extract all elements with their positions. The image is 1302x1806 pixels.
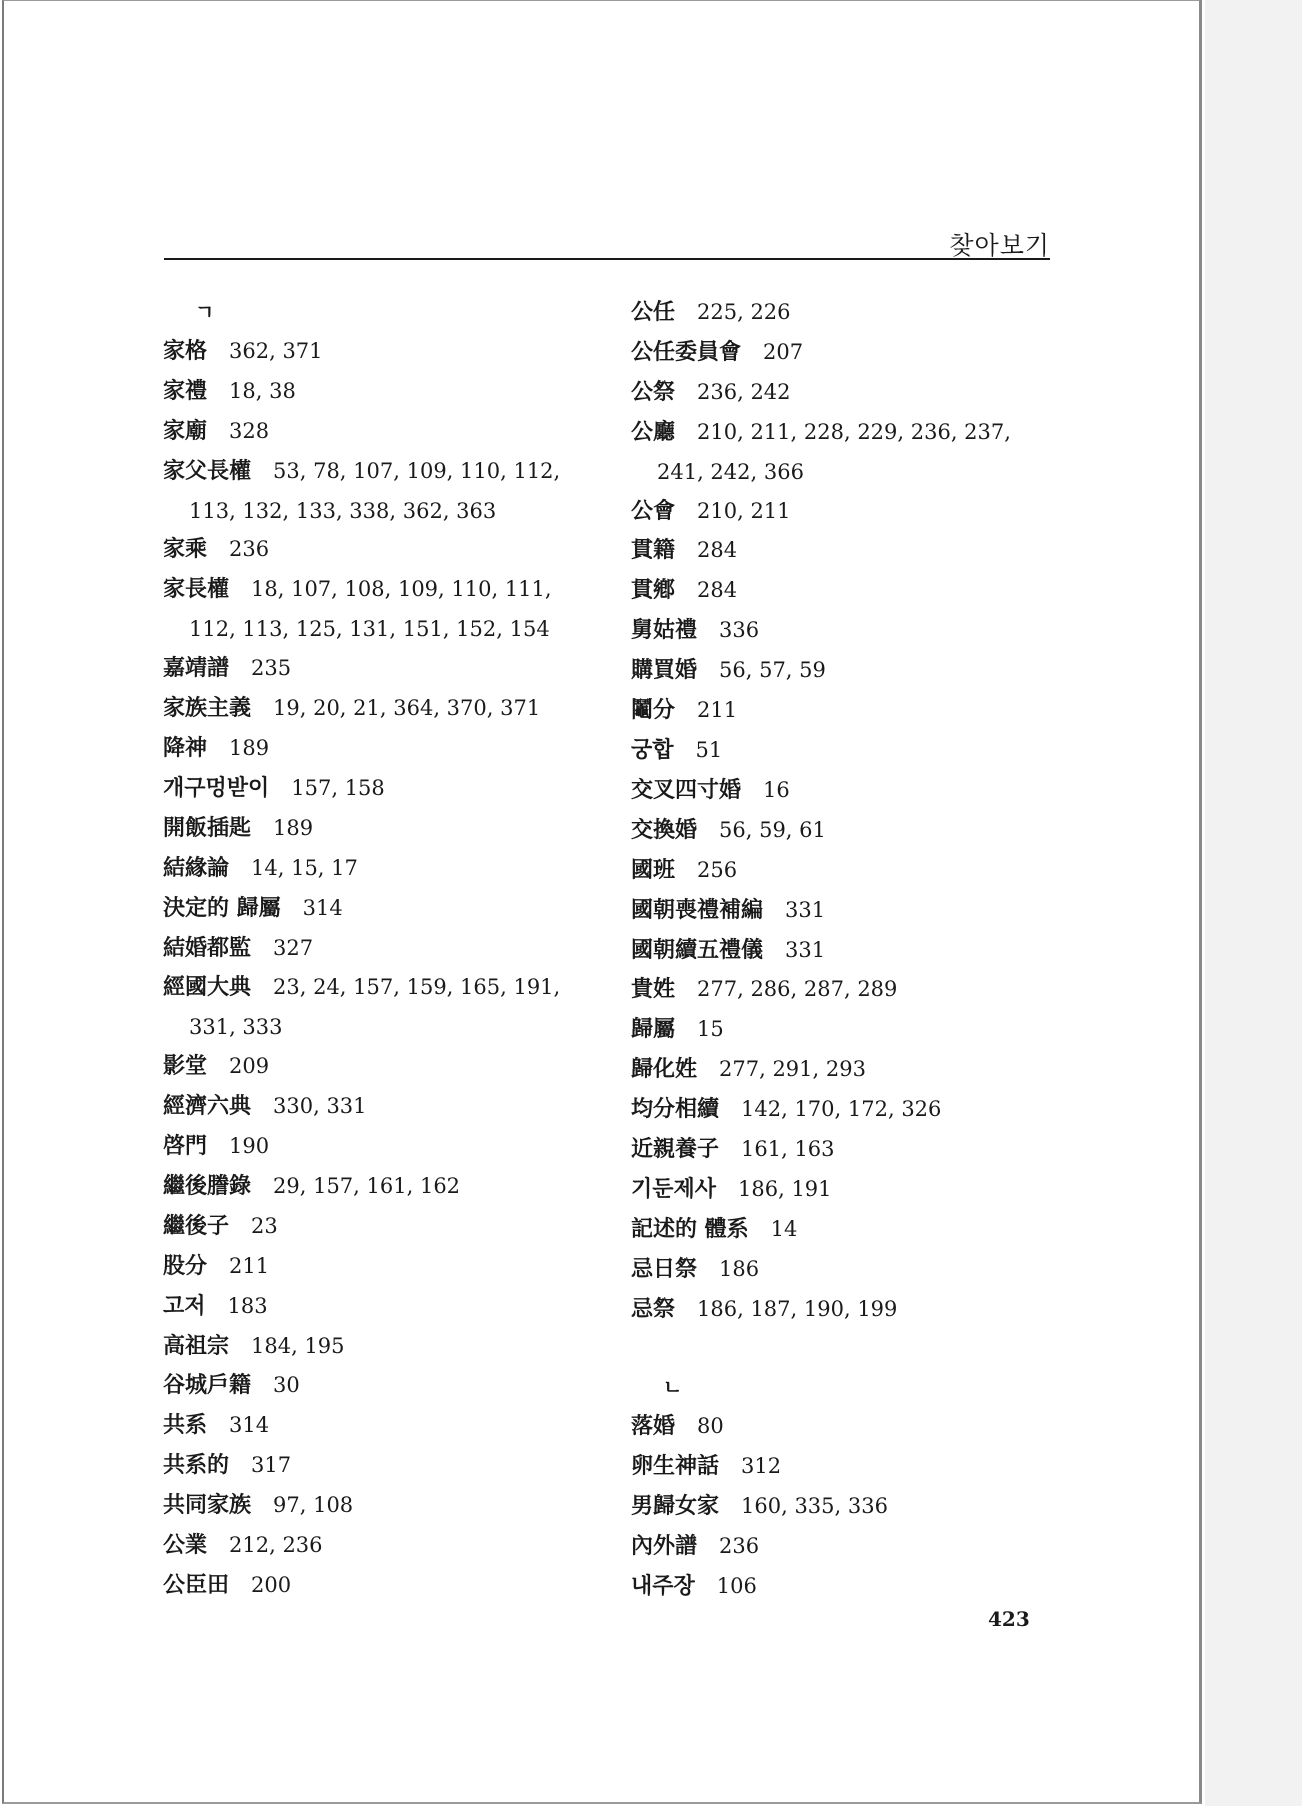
index-page-refs: 211	[229, 1253, 270, 1278]
index-entry	[163, 412, 603, 452]
index-entry	[163, 1366, 603, 1406]
index-page-refs: 14	[770, 1216, 798, 1241]
index-page-refs: 106	[716, 1573, 757, 1598]
index-page-refs: 277, 291, 293	[719, 1057, 866, 1082]
index-term: 貴姓	[631, 976, 676, 1003]
index-page-refs: 236, 242	[697, 379, 791, 404]
index-entry-continuation: 241, 242, 366	[657, 459, 804, 484]
index-term: 記述的 體系	[631, 1215, 749, 1242]
index-entry	[631, 293, 1061, 333]
index-page-refs: 53, 78, 107, 109, 110, 112,	[273, 458, 561, 483]
index-page-refs: 314	[229, 1413, 270, 1438]
index-entry	[631, 1130, 1061, 1170]
index-entry	[163, 452, 603, 492]
index-page-refs: 18, 38	[229, 378, 296, 403]
index-term: 開飯插匙	[163, 814, 252, 841]
index-term: 家長權	[163, 576, 230, 603]
index-term: 歸屬	[631, 1016, 676, 1043]
index-page-refs: 56, 59, 61	[719, 817, 826, 842]
index-term: 高祖宗	[163, 1332, 230, 1359]
index-term: 降神	[163, 734, 208, 761]
index-entry	[163, 1167, 603, 1207]
index-term: 家族主義	[163, 695, 252, 722]
index-entry	[631, 1170, 1061, 1210]
index-term: 公業	[163, 1532, 208, 1559]
index-page-refs: 317	[251, 1453, 292, 1478]
index-term: 共系的	[163, 1452, 230, 1479]
index-term: 卵生神話	[631, 1453, 720, 1480]
index-page-refs: 160, 335, 336	[741, 1494, 888, 1519]
index-term: 谷城戶籍	[163, 1372, 252, 1399]
index-entry	[631, 373, 1061, 413]
index-entry-continuation: 113, 132, 133, 338, 362, 363	[189, 498, 497, 523]
index-term: 家乘	[163, 536, 208, 563]
index-term: 내주장	[631, 1572, 695, 1599]
index-term: 家禮	[163, 377, 208, 404]
index-term: 舅姑禮	[631, 617, 698, 644]
index-page-refs: 29, 157, 161, 162	[273, 1173, 461, 1198]
index-page-refs: 336	[719, 618, 760, 643]
index-term: 內外譜	[631, 1533, 698, 1560]
index-term: 公任委員會	[631, 338, 742, 365]
index-term: 繼後子	[163, 1212, 230, 1239]
index-entry	[631, 1407, 1061, 1447]
index-page-refs: 284	[697, 538, 738, 563]
index-term: 鬮分	[631, 697, 676, 724]
index-page-refs: 235	[251, 656, 292, 681]
index-entry	[163, 530, 603, 570]
index-entry	[631, 691, 1061, 731]
index-entry	[163, 929, 603, 969]
index-entry	[631, 333, 1061, 373]
index-term: 男歸女家	[631, 1493, 720, 1520]
index-entry	[631, 492, 1061, 532]
index-column-left	[163, 293, 603, 1606]
index-page-refs: 225, 226	[697, 300, 791, 324]
viewer-margin	[1205, 0, 1302, 1806]
section-spacer	[631, 1330, 1061, 1369]
index-page-refs: 330, 331	[273, 1094, 367, 1119]
index-page-refs: 209	[229, 1054, 270, 1079]
index-entry	[163, 570, 603, 610]
index-entry	[163, 649, 603, 689]
index-term: 개구멍받이	[163, 774, 270, 801]
index-entry	[163, 1247, 603, 1287]
index-section-letter: ㄱ	[195, 300, 215, 324]
index-page-refs: 331	[785, 937, 826, 962]
index-term: 歸化姓	[631, 1056, 698, 1083]
index-term: 結緣論	[163, 854, 230, 881]
index-term: 影堂	[163, 1053, 208, 1080]
index-page-refs: 186	[719, 1256, 760, 1281]
index-entry	[631, 771, 1061, 811]
index-page-refs: 190	[229, 1134, 270, 1159]
index-term: 公任	[631, 299, 676, 325]
index-page-refs: 236	[229, 537, 270, 562]
index-term: 고저	[163, 1292, 206, 1319]
index-term: 購買婚	[631, 657, 698, 684]
index-entry	[163, 729, 603, 769]
index-page-refs: 312	[741, 1454, 782, 1479]
index-term: 貫籍	[631, 537, 676, 564]
index-term: 公廳	[631, 418, 676, 445]
index-entry	[163, 1047, 603, 1087]
index-page-refs: 51	[695, 737, 723, 762]
index-page-refs: 212, 236	[229, 1533, 323, 1558]
index-page-refs: 362, 371	[229, 338, 323, 363]
index-column-right	[631, 293, 1061, 1607]
index-page-refs: 236	[719, 1534, 760, 1559]
index-page-refs: 97, 108	[273, 1493, 354, 1518]
index-entry-continuation: 112, 113, 125, 131, 151, 152, 154	[189, 617, 550, 642]
index-page-refs: 277, 286, 287, 289	[697, 977, 898, 1002]
index-page-refs: 16	[763, 777, 790, 802]
index-entry	[631, 931, 1061, 971]
index-term: 繼後謄錄	[163, 1172, 252, 1199]
index-entry-continuation: 331, 333	[189, 1015, 283, 1040]
index-section-letter: ㄴ	[663, 1375, 683, 1400]
index-entry	[631, 1010, 1061, 1050]
index-page-refs: 256	[697, 857, 738, 882]
index-entry	[631, 1050, 1061, 1090]
index-entry	[163, 809, 603, 849]
index-page-refs: 80	[697, 1414, 724, 1439]
index-page-refs: 142, 170, 172, 326	[741, 1097, 942, 1122]
index-entry	[631, 531, 1061, 571]
index-term: 忌日祭	[631, 1255, 698, 1282]
index-term: 啓門	[163, 1133, 208, 1160]
index-entry	[631, 1250, 1061, 1290]
index-entry	[163, 1486, 603, 1526]
index-term: 忌祭	[631, 1295, 676, 1322]
index-entry	[163, 849, 603, 889]
index-page-refs: 30	[273, 1373, 300, 1398]
index-entry	[631, 651, 1061, 691]
index-page-refs: 56, 57, 59	[719, 658, 826, 683]
index-entry	[163, 769, 603, 809]
index-term: 交叉四寸婚	[631, 776, 742, 803]
index-page-refs: 314	[302, 895, 343, 920]
index-page-refs: 18, 107, 108, 109, 110, 111,	[251, 577, 552, 602]
index-entry	[631, 413, 1061, 453]
index-entry	[631, 611, 1061, 651]
index-entry	[631, 1487, 1061, 1527]
index-entry	[163, 1526, 603, 1566]
index-term: 股分	[163, 1252, 208, 1279]
index-page-refs: 183	[227, 1293, 268, 1318]
index-term: 國朝喪禮補編	[631, 896, 764, 923]
index-entry	[163, 1087, 603, 1127]
index-page-refs: 331	[785, 897, 826, 922]
index-entry	[631, 1567, 1061, 1607]
index-page-refs: 207	[763, 339, 804, 364]
index-term: 家父長權	[163, 457, 252, 484]
index-term: 共系	[163, 1412, 208, 1439]
index-entry	[163, 1127, 603, 1167]
index-term: 家格	[163, 337, 208, 364]
index-term: 國班	[631, 856, 676, 883]
index-page-refs: 327	[273, 935, 314, 960]
page-number: 423	[988, 1607, 1030, 1631]
index-entry	[631, 1290, 1061, 1330]
index-entry	[163, 372, 603, 412]
index-entry	[631, 1447, 1061, 1487]
index-page-refs: 23, 24, 157, 159, 165, 191,	[273, 975, 561, 1000]
index-term: 家廟	[163, 417, 208, 444]
index-entry	[631, 811, 1061, 851]
index-term: 궁합	[631, 736, 674, 763]
index-term: 公祭	[631, 378, 676, 405]
index-page-refs: 284	[697, 578, 738, 603]
index-entry	[163, 1406, 603, 1446]
index-term: 均分相續	[631, 1096, 720, 1123]
index-entry	[631, 851, 1061, 891]
page-header-title: 찾아보기	[949, 231, 1050, 260]
index-page-refs: 328	[229, 418, 270, 443]
index-page-refs: 19, 20, 21, 364, 370, 371	[273, 696, 541, 721]
index-entry	[163, 332, 603, 372]
index-entry	[631, 1210, 1061, 1250]
index-page-refs: 184, 195	[251, 1333, 345, 1358]
index-term: 公會	[631, 497, 676, 524]
index-term: 結婚都監	[163, 934, 252, 961]
index-term: 기둔제사	[631, 1175, 717, 1202]
index-term: 決定的 歸屬	[163, 894, 281, 921]
index-page-refs: 200	[251, 1573, 292, 1597]
index-page-refs: 186, 187, 190, 199	[697, 1296, 898, 1321]
index-entry	[163, 689, 603, 729]
index-entry	[631, 970, 1061, 1010]
index-entry	[631, 1527, 1061, 1567]
index-term: 嘉靖譜	[163, 655, 230, 682]
index-entry	[163, 968, 603, 1008]
index-page-refs: 15	[697, 1017, 724, 1042]
index-page-refs: 23	[251, 1213, 278, 1238]
index-term: 國朝續五禮儀	[631, 936, 764, 963]
index-page-refs: 189	[229, 735, 270, 760]
index-entry	[163, 1207, 603, 1247]
index-term: 交換婚	[631, 816, 698, 843]
index-page-refs: 189	[273, 815, 314, 840]
index-entry	[163, 889, 603, 929]
index-entry	[631, 891, 1061, 931]
index-page-refs: 161, 163	[741, 1137, 835, 1162]
index-entry	[163, 1566, 603, 1606]
index-entry	[163, 1446, 603, 1486]
index-page-refs: 210, 211, 228, 229, 236, 237,	[697, 419, 1011, 444]
index-term: 貫鄕	[631, 577, 676, 604]
index-term: 落婚	[631, 1413, 676, 1440]
index-page-refs: 157, 158	[291, 775, 385, 800]
index-page-refs: 210, 211	[697, 498, 791, 523]
index-term: 經濟六典	[163, 1093, 252, 1120]
index-page-refs: 211	[697, 698, 738, 723]
index-term: 公臣田	[163, 1572, 230, 1598]
header-rule	[164, 258, 1050, 260]
index-entry	[631, 731, 1061, 771]
index-entry	[163, 1287, 603, 1327]
index-term: 近親養子	[631, 1136, 720, 1163]
index-page-refs: 14, 15, 17	[251, 855, 358, 880]
index-entry	[631, 1090, 1061, 1130]
index-page-refs: 186, 191	[738, 1176, 832, 1201]
index-term: 共同家族	[163, 1492, 252, 1519]
index-entry	[163, 1327, 603, 1367]
index-term: 經國大典	[163, 974, 252, 1001]
index-entry	[631, 571, 1061, 611]
